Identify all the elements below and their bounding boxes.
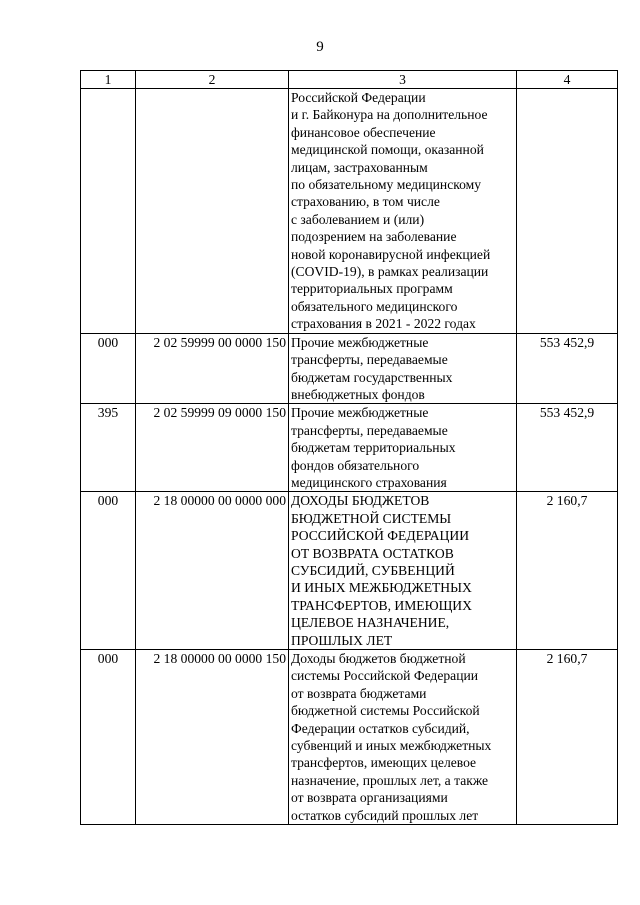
revenue-name-line: подозрением на заболевание	[291, 229, 457, 245]
admin-code-cell	[81, 89, 136, 334]
revenue-name-line: трансферты, передаваемые	[291, 422, 448, 438]
revenue-name-line: бюджетной системы Российской	[291, 703, 480, 719]
revenue-name-line: Российской Федерации	[291, 90, 426, 105]
revenue-name-line: и г. Байконура на дополнительное	[291, 107, 488, 123]
column-header-2: 2	[136, 71, 289, 89]
admin-code-cell: 000	[81, 650, 136, 825]
revenue-name-line: назначение, прошлых лет, а также	[291, 772, 489, 788]
amount-cell: 2 160,7	[517, 492, 618, 650]
budget-code-cell: 2 18 00000 00 0000 150	[136, 650, 289, 825]
revenue-name-cell	[289, 650, 517, 825]
revenue-name-line: Федерации остатков субсидий,	[291, 720, 470, 736]
table-body	[81, 89, 618, 825]
revenue-name-line: от возврата бюджетами	[291, 685, 427, 701]
amount-cell: 553 452,9	[517, 404, 618, 492]
revenue-name-line: Прочие межбюджетные	[291, 405, 429, 421]
budget-revenue-table	[80, 70, 618, 825]
revenue-name-line: финансовое обеспечение	[291, 124, 436, 140]
revenue-name-line: трансферты, передаваемые	[291, 352, 448, 368]
amount-cell: 553 452,9	[517, 333, 618, 404]
revenue-name-line: новой коронавирусной инфекцией	[291, 246, 491, 262]
revenue-name-cell	[289, 89, 517, 334]
revenue-name-line: ОТ ВОЗВРАТА ОСТАТКОВ	[291, 545, 454, 561]
admin-code-cell: 000	[81, 492, 136, 650]
revenue-name-line: лицам, застрахованным	[291, 159, 428, 175]
table-header	[81, 71, 618, 89]
revenue-name-line: территориальных программ	[291, 281, 453, 297]
header-row	[81, 71, 618, 89]
revenue-name-line: ЦЕЛЕВОЕ НАЗНАЧЕНИЕ,	[291, 615, 450, 631]
revenue-name-line: остатков субсидий прошлых лет	[291, 807, 479, 823]
revenue-name-line: трансфертов, имеющих целевое	[291, 755, 477, 771]
revenue-name-line: ДОХОДЫ БЮДЖЕТОВ	[291, 493, 430, 509]
table-row	[81, 89, 618, 334]
revenue-name-line: медицинского страхования	[291, 474, 447, 490]
revenue-name-line: Прочие межбюджетные	[291, 334, 429, 350]
revenue-name-cell	[289, 333, 517, 404]
revenue-name-line: по обязательному медицинскому	[291, 177, 482, 193]
admin-code-cell: 395	[81, 404, 136, 492]
budget-code-cell: 2 18 00000 00 0000 000	[136, 492, 289, 650]
revenue-name-line: БЮДЖЕТНОЙ СИСТЕМЫ	[291, 510, 452, 526]
budget-code-cell: 2 02 59999 09 0000 150	[136, 404, 289, 492]
revenue-name-line: Доходы бюджетов бюджетной	[291, 651, 466, 666]
revenue-name-line: субвенций и иных межбюджетных	[291, 738, 492, 754]
amount-cell: 2 160,7	[517, 650, 618, 825]
revenue-name-line: с заболеванием и (или)	[291, 211, 425, 227]
column-header-1: 1	[81, 71, 136, 89]
revenue-name-line: ПРОШЛЫХ ЛЕТ	[291, 632, 393, 648]
table-row	[81, 404, 618, 492]
budget-code-cell: 2 02 59999 00 0000 150	[136, 333, 289, 404]
column-header-4: 4	[517, 71, 618, 89]
revenue-name-line: бюджетам государственных	[291, 369, 453, 385]
revenue-name-line: внебюджетных фондов	[291, 386, 425, 402]
revenue-name-cell	[289, 492, 517, 650]
revenue-name-line: системы Российской Федерации	[291, 668, 479, 684]
revenue-name-line: медицинской помощи, оказанной	[291, 142, 484, 158]
column-header-3: 3	[289, 71, 517, 89]
admin-code-cell: 000	[81, 333, 136, 404]
revenue-name-line: страхованию, в том числе	[291, 194, 440, 210]
revenue-name-line: от возврата организациями	[291, 790, 448, 806]
budget-code-cell	[136, 89, 289, 334]
revenue-name-line: СУБСИДИЙ, СУБВЕНЦИЙ	[291, 562, 455, 578]
revenue-name-line: бюджетам территориальных	[291, 440, 456, 456]
revenue-name-line: страхования в 2021 - 2022 годах	[291, 316, 476, 332]
amount-cell	[517, 89, 618, 334]
revenue-name-cell	[289, 404, 517, 492]
table-row	[81, 333, 618, 404]
revenue-name-line: фондов обязательного	[291, 457, 420, 473]
table-row	[81, 650, 618, 825]
table-row	[81, 492, 618, 650]
revenue-name-line: И ИНЫХ МЕЖБЮДЖЕТНЫХ	[291, 580, 472, 596]
revenue-name-line: (COVID-19), в рамках реализации	[291, 264, 489, 280]
page-number: 9	[316, 39, 324, 55]
revenue-name-line: обязательного медицинского	[291, 298, 458, 314]
revenue-name-line: ТРАНСФЕРТОВ, ИМЕЮЩИХ	[291, 597, 472, 613]
revenue-name-line: РОССИЙСКОЙ ФЕДЕРАЦИИ	[291, 528, 470, 544]
